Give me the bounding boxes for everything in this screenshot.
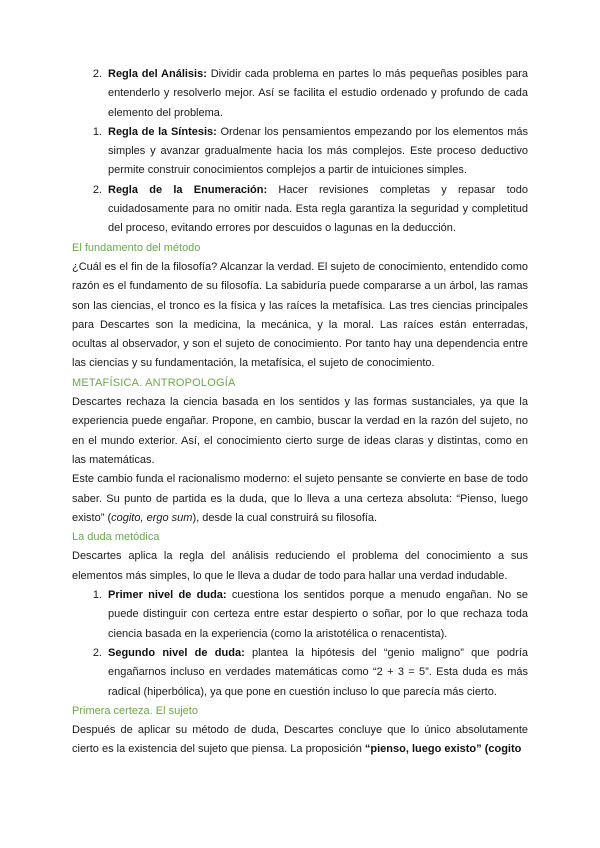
paragraph <box>72 470 528 528</box>
section-heading-metafisica: METAFÍSICA. ANTROPOLOGÍA <box>72 376 236 389</box>
list-item <box>72 181 528 239</box>
list-number: 2. <box>92 68 102 80</box>
bold-run: “pienso, luego existo” (cogito <box>364 743 522 756</box>
list-item-body <box>108 123 528 181</box>
list-item <box>72 65 528 123</box>
list-item-body <box>108 644 528 702</box>
text-run: ), desde la cual construirá su filosofía. <box>192 511 378 524</box>
italic-run: cogito, ergo sum <box>111 511 193 524</box>
rules-list <box>72 65 528 239</box>
list-item <box>72 644 528 702</box>
rule-text: Dividir cada problema en partes lo más pequeñas posibles para entenderlo y resolverlo mejor. Así se facilita el estudio ordenado y profundo de cada elemento del problema. <box>108 68 528 119</box>
paragraph: Descartes aplica la regla del análisis reduciendo el problema del conocimiento a sus elementos más simples, lo que le lleva a dudar de todo para hallar una verdad indudable. <box>72 550 528 582</box>
level-text: cuestiona los sentidos porque a menudo engañan. No se puede distinguir con certeza entre estar despierto o soñar, por lo que rechaza toda ciencia basada en la experiencia (como la aristotélica o renacentista). <box>108 589 528 640</box>
rule-label: Regla de la Enumeración: <box>108 183 268 196</box>
section-heading-duda: La duda metódica <box>72 531 160 544</box>
doubt-levels-list <box>72 586 528 702</box>
list-number: 2. <box>92 646 102 659</box>
text-run: Después de aplicar su método de duda, Descartes concluye que lo único absolutamente cierto es la existencia del sujeto que piensa. La proposición <box>72 724 528 756</box>
list-item <box>72 123 528 181</box>
level-label: Segundo nivel de duda: <box>108 646 245 659</box>
list-item-body <box>108 181 528 239</box>
paragraph: Descartes rechaza la ciencia basada en los sentidos y las formas sustanciales, ya que la experiencia puede engañar. Propone, en cambio, buscar la verdad en la razón del sujeto, no en el mundo exterior. Así, el conocimiento cierto surge de ideas claras y distintas, como en las matemáticas. <box>72 396 528 466</box>
section-heading-fundamento: El fundamento del método <box>72 241 201 254</box>
list-number: 1. <box>92 125 102 138</box>
section-heading-certeza: Primera certeza. El sujeto <box>72 704 198 717</box>
rule-label: Regla del Análisis: <box>108 68 207 80</box>
list-item <box>72 586 528 644</box>
level-label: Primer nivel de duda: <box>108 589 227 602</box>
list-item-body <box>108 65 528 123</box>
rule-text: Hacer revisiones completas y repasar todo cuidadosamente para no omitir nada. Esta regla garantiza la seguridad y completitud del proceso, evitando errores por descuidos o lagunas en la deducción. <box>108 183 528 235</box>
paragraph: ¿Cuál es el fin de la filosofía? Alcanzar la verdad. El sujeto de conocimiento, entendido como razón es el fundamento de su filosofía. La sabiduría puede compararse a un árbol, las ramas son las ciencias, el tronco es la física y las raíces la metafísica. Las tres ciencias principales para Descartes son la medicina, la mecánica, y la moral. Las raíces están enterradas, ocultas al observador, y son el sujeto de conocimiento. Por tanto hay una dependencia entre las ciencias y su fundamentación, la metafísica, el sujeto de conocimiento. <box>72 260 528 370</box>
list-item-body <box>108 586 528 644</box>
text-run: Este cambio funda el racionalismo moderno: el sujeto pensante se convierte en base de todo saber. Su punto de partida es la duda, que lo lleva a una certeza absoluta: “Pienso, luego existo” ( <box>72 473 528 524</box>
list-number: 2. <box>92 183 102 196</box>
list-number: 1. <box>92 589 102 602</box>
rule-label: Regla de la Síntesis: <box>108 125 217 138</box>
level-text: plantea la hipótesis del “genio maligno” que podría engañarnos incluso en verdades matemáticas como “2 + 3 = 5”. Esta duda es más radical (hiperbólica), ya que pone en cuestión incluso lo que parecía más cierto. <box>108 646 529 698</box>
paragraph <box>72 721 528 760</box>
rule-text: Ordenar los pensamientos empezando por los elementos más simples y avanzar gradualmente hacia los más complejos. Este proceso deductivo permite construir conocimientos complejos a partir de intuiciones simples. <box>108 125 528 177</box>
